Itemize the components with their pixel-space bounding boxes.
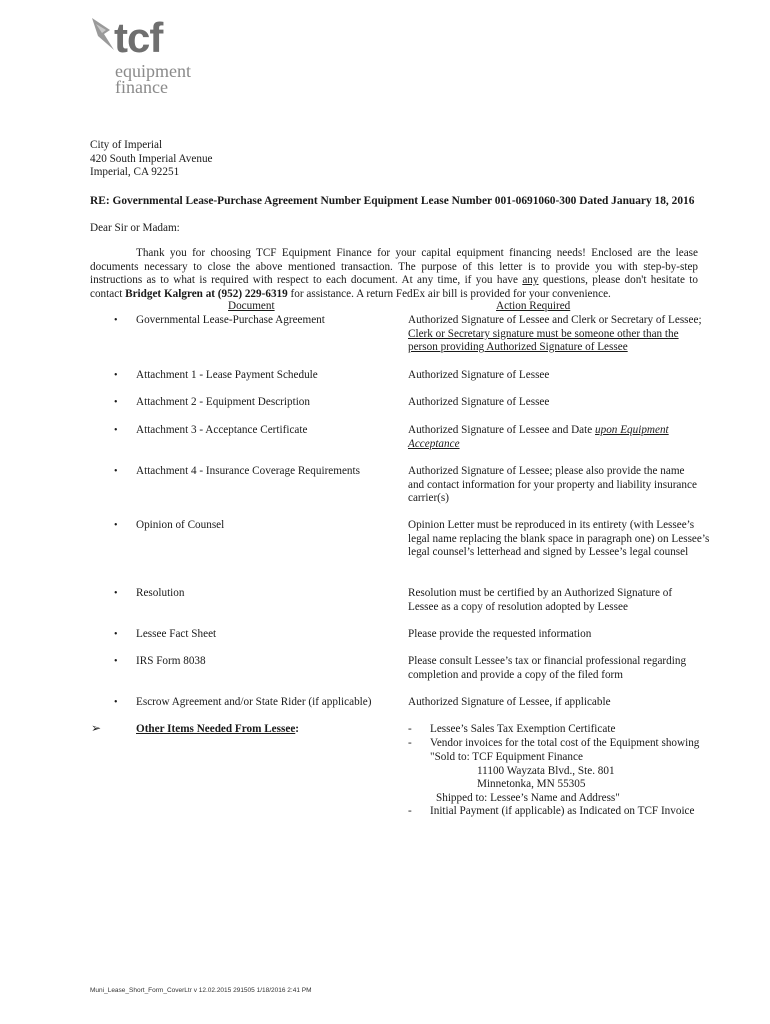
document-name: IRS Form 8038 — [136, 655, 206, 667]
bullet-icon: • — [114, 656, 118, 667]
action-text: Authorized Signature of Lessee and Clerk or Secretary of Lessee; — [408, 314, 702, 326]
logo-line-finance: finance — [115, 77, 168, 97]
arrow-bullet-icon: ➢ — [91, 721, 102, 735]
action-required: Authorized Signature of Lessee, if applicable — [408, 696, 611, 708]
address-line: 420 South Imperial Avenue — [90, 152, 213, 165]
shipped-to-line: Shipped to: Lessee’s Name and Address" — [436, 792, 620, 804]
document-name: Attachment 4 - Insurance Coverage Requirements — [136, 465, 360, 477]
salutation: Dear Sir or Madam: — [90, 222, 180, 234]
action-required: Opinion Letter must be reproduced in its entirety (with Lessee’s legal name replacing the blank space in paragraph one) on Lessee’s legal counsel’s letterhead and signed by Lessee’s legal counsel — [408, 519, 710, 559]
sold-to-line: "Sold to: TCF Equipment Finance — [430, 751, 583, 763]
document-name: Attachment 3 - Acceptance Certificate — [136, 424, 308, 436]
contact-name-phone: Bridget Kalgren at (952) 229-6319 — [125, 287, 288, 300]
document-name: Attachment 1 - Lease Payment Schedule — [136, 369, 318, 381]
other-item-initial-payment: Initial Payment (if applicable) as Indicated on TCF Invoice — [430, 805, 695, 817]
dash-bullet: - — [408, 723, 412, 735]
logo-line-equipment: equipment — [115, 61, 191, 81]
bullet-icon: • — [114, 629, 118, 640]
other-items-heading — [136, 723, 299, 737]
column-header-action: Action Required — [496, 300, 571, 312]
company-logo — [90, 14, 210, 98]
other-items-colon: : — [295, 723, 300, 735]
subject-line: RE: Governmental Lease-Purchase Agreement Number Equipment Lease Number 001-0691060-300 Dated January 18, 2016 — [90, 195, 695, 207]
intro-text: for assistance. A return FedEx air bill is provided for your convenience. — [287, 287, 611, 300]
intro-text: Thank you for choosing TCF Equipment Finance for your capital equipment financing needs! Enclosed are the lease documents necessary to close the above mentioned transaction. The purpose of this letter is to provide you with step-by-step instructions as to what is required with respect to each document. At any time, if you have — [90, 247, 698, 287]
action-required: Please consult Lessee’s tax or financial professional regarding completion and provide a copy of the filed form — [408, 655, 687, 681]
address-line: Imperial, CA 92251 — [90, 166, 180, 179]
address-line: City of Imperial — [90, 139, 163, 151]
other-item-tax-exemption: Lessee’s Sales Tax Exemption Certificate — [430, 723, 616, 735]
bullet-icon: • — [114, 425, 118, 436]
sold-to-address-street: 11100 Wayzata Blvd., Ste. 801 — [477, 765, 615, 777]
document-name: Governmental Lease-Purchase Agreement — [136, 314, 325, 326]
bullet-icon: • — [114, 315, 118, 326]
bullet-icon: • — [114, 697, 118, 708]
action-note-italic: upon Equipment Acceptance — [408, 424, 669, 450]
intro-any-emphasis: any — [522, 274, 539, 287]
intro-paragraph — [90, 247, 698, 301]
document-name: Lessee Fact Sheet — [136, 628, 217, 640]
document-footer: Muni_Lease_Short_Form_CoverLtr v 12.02.2015 291505 1/18/2016 2:41 PM — [90, 987, 312, 994]
intro-text: questions, please don't hesitate to contact — [90, 274, 698, 300]
bullet-icon: • — [114, 370, 118, 381]
column-header-document: Document — [228, 300, 275, 312]
document-name: Escrow Agreement and/or State Rider (if applicable) — [136, 696, 372, 708]
sold-to-address-city: Minnetonka, MN 55305 — [477, 778, 586, 790]
bullet-icon: • — [114, 466, 118, 477]
action-required — [408, 424, 688, 451]
tcf-leaf-mark-icon — [90, 16, 116, 52]
action-required — [408, 314, 704, 355]
other-items-title: Other Items Needed From Lessee — [136, 723, 296, 735]
document-name: Opinion of Counsel — [136, 519, 225, 531]
bullet-icon: • — [114, 520, 118, 531]
dash-bullet: - — [408, 737, 412, 749]
recipient-address — [90, 139, 213, 180]
action-required: Authorized Signature of Lessee — [408, 396, 550, 408]
action-text: Authorized Signature of Lessee and Date — [408, 424, 596, 436]
dash-bullet: - — [408, 805, 412, 817]
document-name: Resolution — [136, 587, 185, 599]
bullet-icon: • — [114, 397, 118, 408]
document-name: Attachment 2 - Equipment Description — [136, 396, 310, 408]
action-note-underlined: Clerk or Secretary signature must be someone other than the person providing Authorized Signature of Lessee — [408, 327, 679, 354]
action-required: Please provide the requested information — [408, 628, 592, 640]
action-required: Authorized Signature of Lessee — [408, 369, 550, 381]
logo-brand: tcf — [114, 14, 163, 61]
other-item-vendor-invoices: Vendor invoices for the total cost of the Equipment showing — [430, 737, 700, 749]
action-required: Authorized Signature of Lessee; please also provide the name and contact information for your property and liability insurance carrier(s) — [408, 465, 697, 505]
bullet-icon: • — [114, 588, 118, 599]
action-required: Resolution must be certified by an Authorized Signature of Lessee as a copy of resolution adopted by Lessee — [408, 587, 673, 613]
